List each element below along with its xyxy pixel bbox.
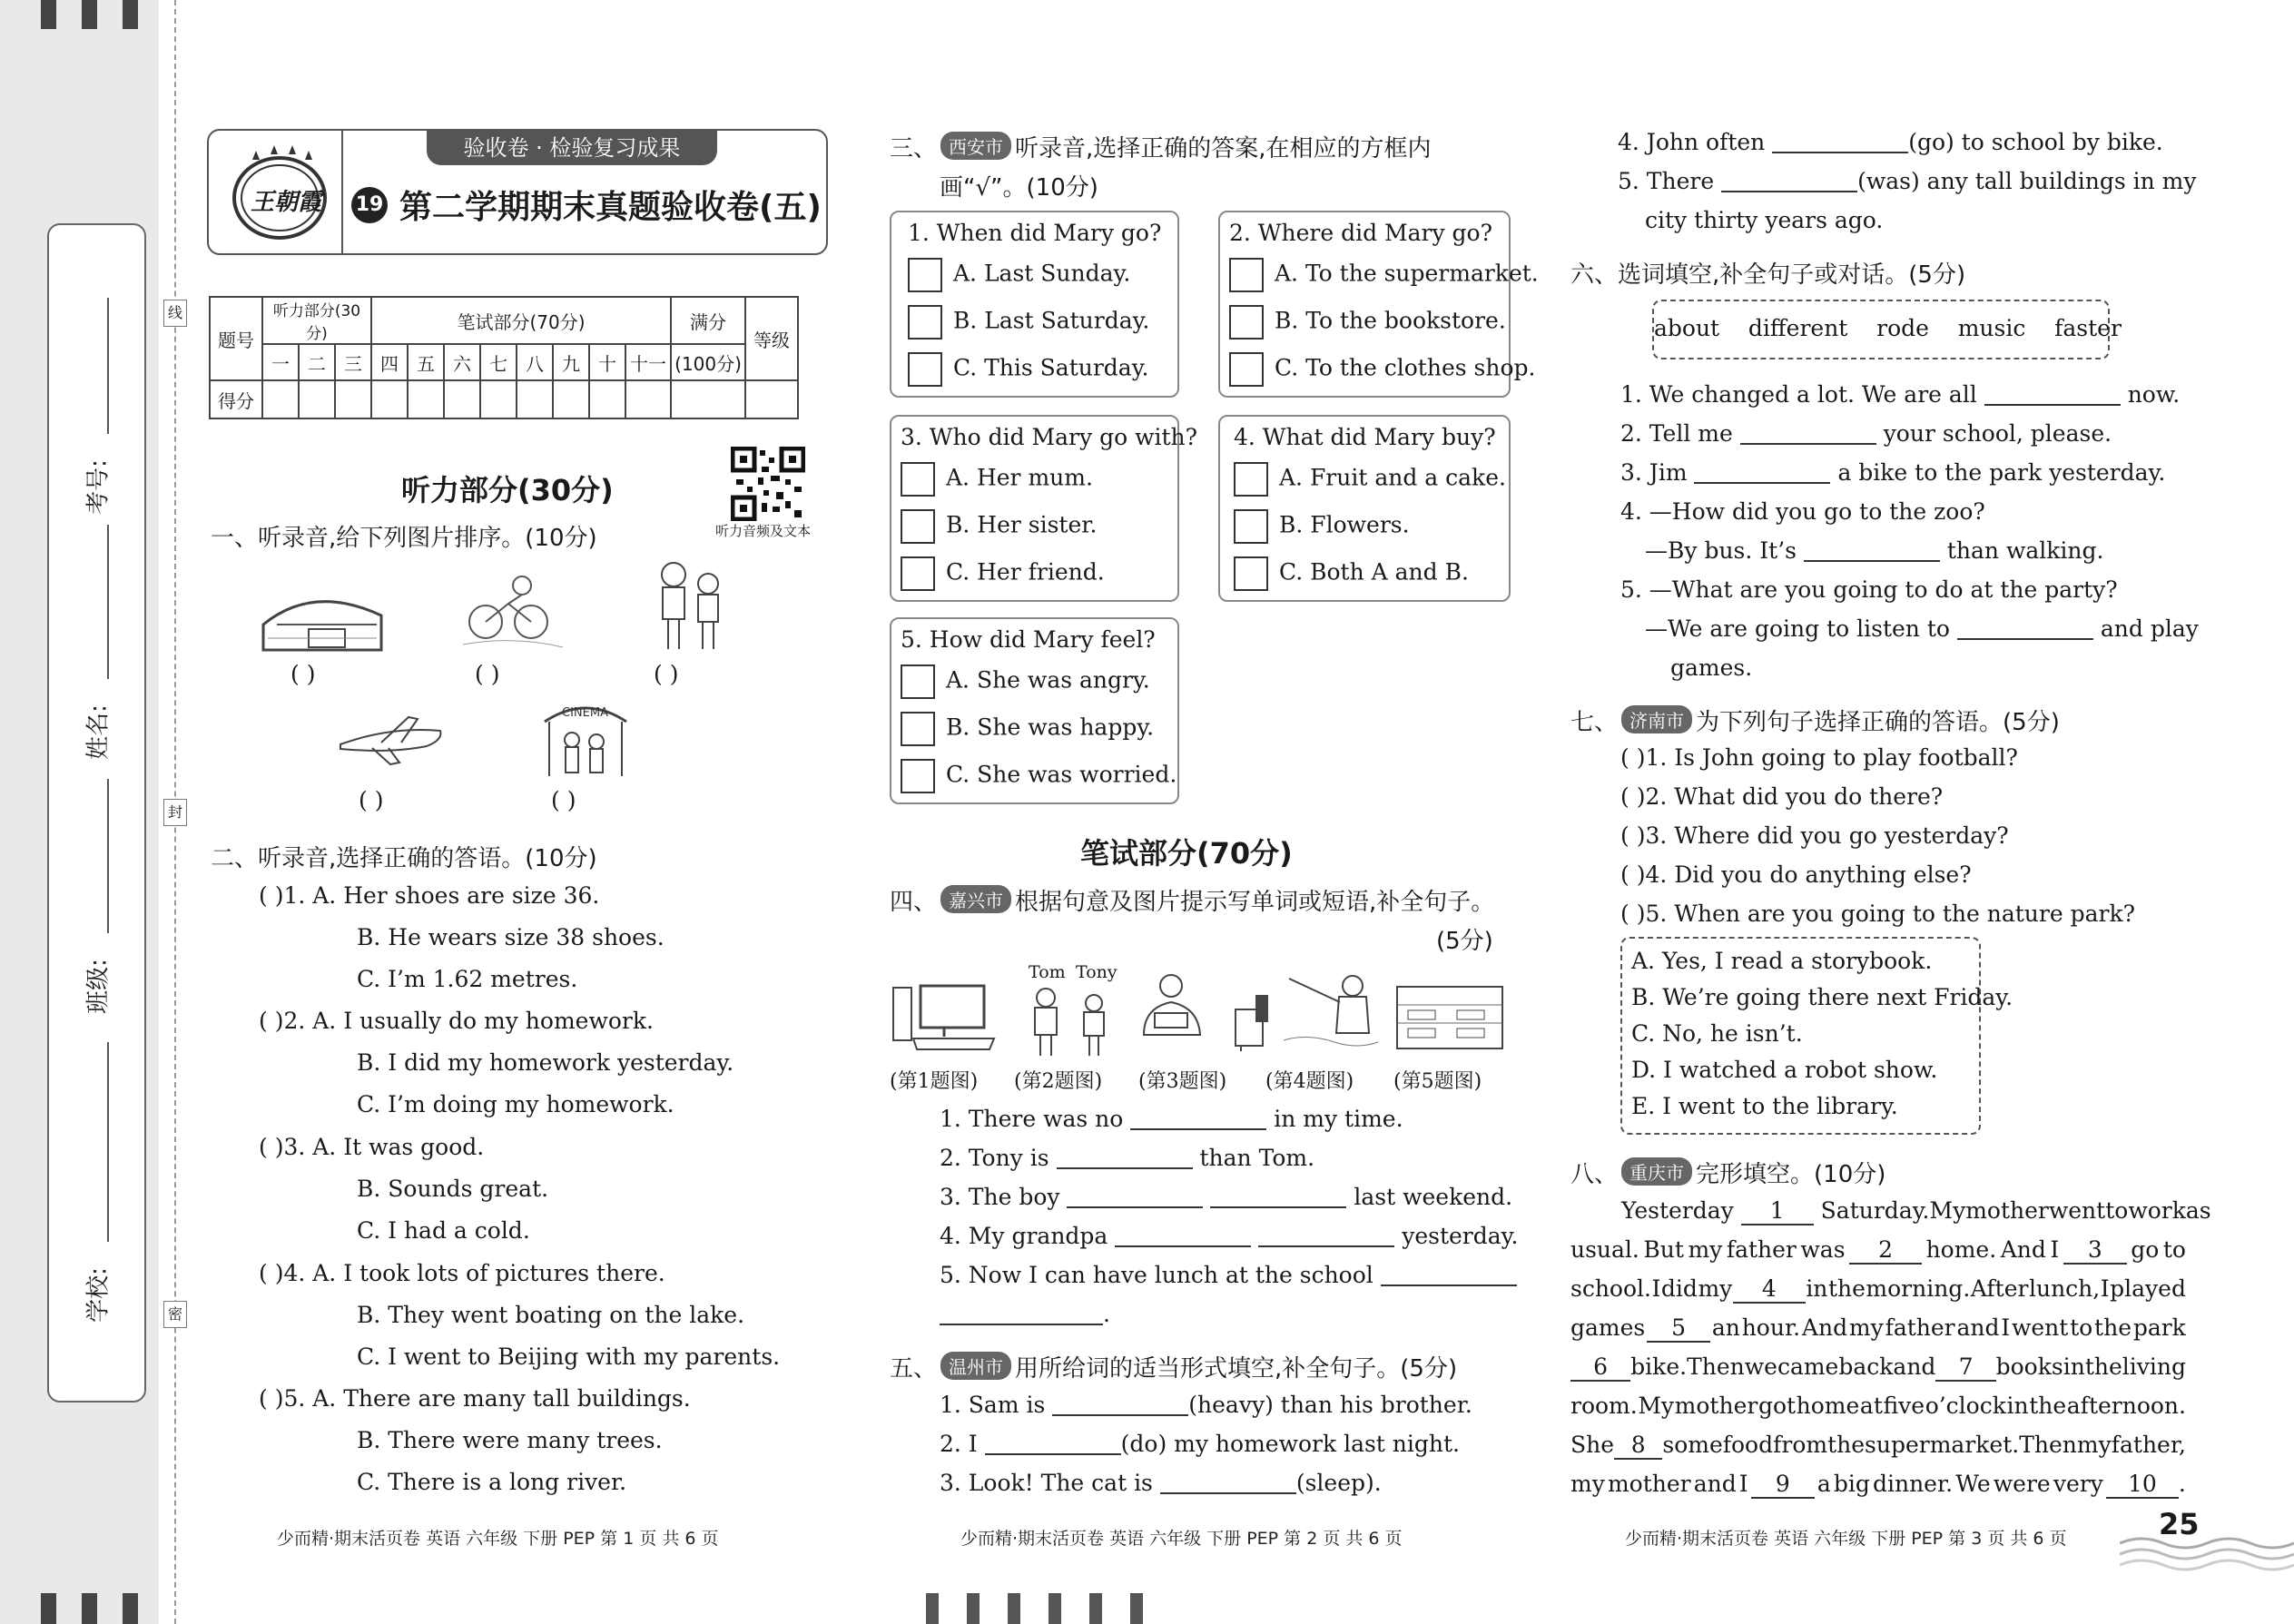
- option-row[interactable]: B. To the bookstore.: [1229, 305, 1506, 340]
- binding-mark-seal: 封: [163, 799, 187, 826]
- answer-blank[interactable]: [1381, 1263, 1517, 1286]
- cloze-blank[interactable]: 9: [1751, 1471, 1815, 1499]
- box-question: 3. Who did Mary go with?: [901, 424, 1198, 450]
- s2-question-4: ( )4. A. I took lots of pictures there.: [259, 1260, 665, 1286]
- s2-option: C. I’m 1.62 metres.: [357, 966, 578, 992]
- footer-page-1: 少而精·期末活页卷 英语 六年级 下册 PEP 第 1 页 共 6 页: [277, 1529, 719, 1549]
- logo: [225, 142, 334, 241]
- city-badge: 济南市: [1621, 705, 1692, 733]
- score-table-header: 题号: [210, 297, 262, 380]
- word-bank: [1652, 300, 2122, 359]
- box-question: 1. When did Mary go?: [908, 220, 1162, 246]
- score-cell[interactable]: [517, 380, 553, 418]
- option-row[interactable]: B. Her sister.: [901, 509, 1097, 544]
- score-cell[interactable]: [589, 380, 625, 418]
- col-10: 十: [589, 344, 625, 380]
- s6-item-2: 2. Tell me your school, please.: [1620, 420, 2112, 447]
- section4-title: 四、 嘉兴市 根据句意及图片提示写单词或短语,补全句子。: [890, 883, 1494, 917]
- name-tony: Tony: [1076, 962, 1117, 982]
- s5-item-2: 2. I (do) my homework last night.: [940, 1431, 1460, 1457]
- option-row[interactable]: C. This Saturday.: [908, 352, 1148, 387]
- registration-mark: [1049, 1593, 1061, 1624]
- s2-option: B. I did my homework yesterday.: [357, 1049, 734, 1076]
- two-boys-picture-icon: [655, 558, 728, 654]
- s4-item-4: 4. My grandpa yesterday.: [940, 1223, 1519, 1249]
- option-row[interactable]: A. She was angry.: [901, 664, 1150, 699]
- banner: 验收卷 · 检验复习成果: [427, 131, 717, 165]
- checkbox[interactable]: [901, 556, 935, 591]
- page-number: 25: [2159, 1507, 2200, 1541]
- cloze-blank[interactable]: 3: [2063, 1236, 2127, 1265]
- listening-header: 听力部分(30分): [262, 297, 371, 344]
- s2-option: B. He wears size 38 shoes.: [357, 924, 665, 950]
- phone-picture-icon: [1230, 989, 1280, 1053]
- name-label: 姓名:: [84, 704, 113, 760]
- section3-title-2: 画“√”。(10分): [940, 174, 1098, 202]
- written-header: 笔试部分(70分): [371, 297, 671, 344]
- footer-page-2: 少而精·期末活页卷 英语 六年级 下册 PEP 第 2 页 共 6 页: [960, 1529, 1403, 1549]
- answer-option: E. I went to the library.: [1631, 1093, 1898, 1119]
- section5-title: 五、 温州市 用所给词的适当形式填空,补全句子。(5分): [890, 1350, 1457, 1383]
- cloze-blank[interactable]: 10: [2106, 1471, 2179, 1499]
- col-4: 四: [371, 344, 408, 380]
- col-6: 六: [444, 344, 480, 380]
- boy-reading-icon: [1135, 971, 1212, 1044]
- picture-caption-2: (第2题图): [1014, 1070, 1103, 1093]
- logo-text: 王朝霞: [251, 189, 322, 216]
- s7-item-1[interactable]: ( )1. Is John going to play football?: [1620, 744, 2018, 771]
- checkbox[interactable]: [1234, 462, 1268, 497]
- grandpa-fishing-icon: [1280, 969, 1380, 1051]
- footer-page-3: 少而精·期末活页卷 英语 六年级 下册 PEP 第 3 页 共 6 页: [1625, 1529, 2067, 1549]
- picture-bracket[interactable]: ( ): [475, 661, 500, 687]
- s5-item-3: 3. Look! The cat is (sleep).: [940, 1470, 1382, 1496]
- s2-question-5: ( )5. A. There are many tall buildings.: [259, 1385, 691, 1412]
- checkbox[interactable]: [901, 509, 935, 544]
- checkbox[interactable]: [901, 664, 935, 699]
- picture-bracket[interactable]: ( ): [359, 787, 384, 813]
- option-row[interactable]: C. Both A and B.: [1234, 556, 1469, 591]
- registration-mark: [1089, 1593, 1102, 1624]
- s5-item-5-cont: city thirty years ago.: [1645, 207, 1884, 233]
- city-badge: 嘉兴市: [940, 885, 1011, 913]
- box-question: 4. What did Mary buy?: [1234, 424, 1496, 450]
- s6-item-4-answer: —By bus. It’s than walking.: [1645, 537, 2104, 564]
- s2-option: B. They went boating on the lake.: [357, 1302, 745, 1328]
- answer-option: A. Yes, I read a storybook.: [1631, 948, 1933, 974]
- answer-blank[interactable]: [1160, 1471, 1296, 1494]
- cloze-line-6: room. My mother got home at five o’clock in the afternoon.: [1570, 1393, 2186, 1419]
- s6-item-5: 5. —What are you going to do at the party?: [1620, 576, 2118, 603]
- city-badge: 重庆市: [1621, 1157, 1692, 1186]
- section7-title: 七、 济南市 为下列句子选择正确的答语。(5分): [1570, 704, 2060, 737]
- s2-option: C. I had a cold.: [357, 1217, 530, 1244]
- answer-blank[interactable]: [1258, 1224, 1394, 1247]
- s7-item-2[interactable]: ( )2. What did you do there?: [1620, 783, 1944, 810]
- s2-option: B. Sounds great.: [357, 1176, 549, 1202]
- school-dining-icon: [1393, 976, 1507, 1053]
- s6-item-3: 3. Jim a bike to the park yesterday.: [1620, 459, 2166, 486]
- cloze-line-5: 6 bike. Then we came back and 7 books in the living: [1570, 1353, 2186, 1382]
- answer-option: C. No, he isn’t.: [1631, 1020, 1803, 1047]
- score-cell[interactable]: [671, 380, 745, 418]
- school-line[interactable]: [107, 1042, 109, 1242]
- name-line[interactable]: [107, 525, 109, 679]
- section1-title: 一、听录音,给下列图片排序。(10分): [211, 525, 597, 552]
- score-cell[interactable]: [480, 380, 517, 418]
- checkbox[interactable]: [901, 462, 935, 497]
- registration-mark: [926, 1593, 939, 1624]
- answer-options-box: [1620, 937, 2013, 1135]
- question-box-5: [890, 617, 1179, 804]
- score-table: [209, 296, 799, 419]
- option-row[interactable]: A. Her mum.: [901, 462, 1093, 497]
- option-row[interactable]: C. She was worried.: [901, 759, 1177, 793]
- binding-mark-secret: 密: [163, 1301, 187, 1328]
- answer-blank[interactable]: [1067, 1185, 1203, 1208]
- picture-caption-3: (第3题图): [1138, 1070, 1227, 1093]
- answer-blank[interactable]: [1804, 538, 1940, 562]
- airplane-picture-icon: [336, 708, 445, 767]
- exam-number-badge: 19: [351, 187, 388, 223]
- s4-item-5-cont: .: [940, 1301, 1110, 1327]
- box-question: 5. How did Mary feel?: [901, 626, 1156, 653]
- cloze-blank[interactable]: 4: [1733, 1275, 1806, 1304]
- score-row-label: 得分: [210, 380, 262, 418]
- s2-option: C. I went to Beijing with my parents.: [357, 1343, 781, 1370]
- checkbox[interactable]: [1234, 556, 1268, 591]
- wave-decoration-icon: [2120, 1507, 2294, 1580]
- col-11: 十一: [625, 344, 671, 380]
- student-info-box: [47, 223, 146, 1403]
- written-title: 笔试部分(70分): [1080, 836, 1293, 871]
- full-header: 满分: [671, 297, 745, 344]
- stadium-picture-icon: [259, 588, 386, 652]
- s2-question-2: ( )2. A. I usually do my homework.: [259, 1008, 654, 1034]
- cloze-blank[interactable]: 8: [1614, 1432, 1662, 1460]
- checkbox[interactable]: [1229, 305, 1264, 340]
- class-line[interactable]: [107, 779, 109, 933]
- registration-mark: [1130, 1593, 1143, 1624]
- col-7: 七: [480, 344, 517, 380]
- score-cell[interactable]: [625, 380, 671, 418]
- cloze-line-4: games 5 an hour. And my father and I went to the park: [1570, 1314, 2186, 1341]
- s2-option: C. I’m doing my homework.: [357, 1091, 674, 1117]
- s5-item-4: 4. John often (go) to school by bike.: [1618, 129, 2163, 155]
- exam-number-label: 考号:: [84, 459, 113, 515]
- computer-picture-icon: [890, 982, 999, 1055]
- score-cell[interactable]: [408, 380, 444, 418]
- exam-title: 第二学期期末真题验收卷(五): [399, 189, 822, 226]
- col-2: 二: [299, 344, 335, 380]
- checkbox[interactable]: [908, 258, 942, 292]
- s7-item-4[interactable]: ( )4. Did you do anything else?: [1620, 861, 1972, 888]
- col-3: 三: [335, 344, 371, 380]
- checkbox[interactable]: [1234, 509, 1268, 544]
- question-box-2: [1218, 211, 1539, 398]
- city-badge: 西安市: [940, 132, 1011, 160]
- question-box-1: [890, 211, 1179, 398]
- binding-mark-line: 线: [163, 300, 187, 327]
- option-row[interactable]: A. Fruit and a cake.: [1234, 462, 1506, 497]
- option-row[interactable]: C. Her friend.: [901, 556, 1105, 591]
- cloze-blank[interactable]: 2: [1849, 1236, 1922, 1265]
- col-5: 五: [408, 344, 444, 380]
- answer-blank[interactable]: [1052, 1393, 1188, 1416]
- svg-text:CINEMA: CINEMA: [562, 706, 608, 720]
- s6-item-5-answer: —We are going to listen to and play: [1645, 615, 2199, 642]
- answer-blank[interactable]: [1740, 421, 1876, 445]
- answer-blank[interactable]: [1210, 1185, 1346, 1208]
- name-tom: Tom: [1029, 962, 1066, 982]
- s7-item-5[interactable]: ( )5. When are you going to the nature park?: [1620, 901, 2136, 927]
- answer-blank[interactable]: [1115, 1224, 1251, 1247]
- s6-item-5-cont: games.: [1670, 655, 1753, 681]
- two-boys-height-icon: [1026, 985, 1117, 1058]
- full-value: (100分): [671, 344, 745, 380]
- answer-blank[interactable]: [1984, 382, 2121, 406]
- answer-blank[interactable]: [1957, 616, 2093, 640]
- option-row[interactable]: B. Last Saturday.: [908, 305, 1149, 340]
- section4-score: (5分): [1436, 928, 1493, 955]
- listening-title: 听力部分(30分): [401, 473, 614, 507]
- option-row[interactable]: B. Flowers.: [1234, 509, 1410, 544]
- qr-caption: 听力音频及文本: [715, 523, 812, 539]
- checkbox[interactable]: [1229, 352, 1264, 387]
- cloze-line-1: Yesterday 1 Saturday. My mother went to work as: [1621, 1197, 2211, 1224]
- answer-blank[interactable]: [1772, 130, 1908, 153]
- cycling-picture-icon: [458, 567, 567, 654]
- checkbox[interactable]: [1229, 258, 1264, 292]
- answer-blank[interactable]: [985, 1432, 1121, 1455]
- section3-title: 三、 西安市 听录音,选择正确的答案,在相应的方框内: [890, 130, 1432, 163]
- registration-mark: [1008, 1593, 1020, 1624]
- section8-title: 八、 重庆市 完形填空。(10分): [1570, 1156, 1885, 1189]
- picture-bracket[interactable]: ( ): [551, 787, 576, 813]
- checkbox[interactable]: [908, 305, 942, 340]
- checkbox[interactable]: [908, 352, 942, 387]
- option-row[interactable]: B. She was happy.: [901, 712, 1154, 746]
- score-cell[interactable]: [262, 380, 299, 418]
- s5-item-5: 5. There (was) any tall buildings in my: [1618, 168, 2197, 194]
- cloze-line-2: usual. But my father was 2 home. And I 3 go to: [1570, 1236, 2186, 1263]
- checkbox[interactable]: [901, 712, 935, 746]
- question-box-4: [1218, 415, 1511, 602]
- exam-number-line[interactable]: [107, 298, 109, 434]
- section2-title: 二、听录音,选择正确的答语。(10分): [211, 845, 597, 872]
- question-box-3: [890, 415, 1198, 602]
- class-label: 班级:: [84, 959, 113, 1014]
- answer-blank[interactable]: [940, 1302, 1103, 1325]
- grade-header: 等级: [745, 297, 798, 380]
- score-cell[interactable]: [335, 380, 371, 418]
- word-bank-words: about different rode music faster: [1654, 315, 2122, 341]
- col-1: 一: [262, 344, 299, 380]
- qr-code-icon[interactable]: [731, 447, 805, 521]
- s4-item-3: 3. The boy last weekend.: [940, 1184, 1513, 1210]
- cloze-line-3: school. I did my 4 in the morning. After lunch, I played: [1570, 1275, 2186, 1302]
- s6-item-4: 4. —How did you go to the zoo?: [1620, 498, 1985, 525]
- exam-header: [207, 129, 828, 255]
- cloze-line-8: my mother and I 9 a big dinner. We were very 10 .: [1570, 1471, 2186, 1497]
- cloze-blank[interactable]: 7: [1935, 1353, 1995, 1382]
- score-cell[interactable]: [745, 380, 798, 418]
- picture-bracket[interactable]: ( ): [654, 661, 679, 687]
- score-cell[interactable]: [553, 380, 589, 418]
- col-9: 九: [553, 344, 589, 380]
- answer-option: B. We’re going there next Friday.: [1631, 984, 2013, 1010]
- option-row[interactable]: A. To the supermarket.: [1229, 258, 1539, 292]
- s2-question-3: ( )3. A. It was good.: [259, 1134, 485, 1160]
- cinema-picture-icon: [531, 694, 640, 781]
- col-8: 八: [517, 344, 553, 380]
- checkbox[interactable]: [901, 759, 935, 793]
- option-row[interactable]: A. Last Sunday.: [908, 258, 1130, 292]
- answer-blank[interactable]: [1130, 1107, 1266, 1130]
- score-cell[interactable]: [444, 380, 480, 418]
- cloze-line-7: She 8 some food from the supermarket. Then my father,: [1570, 1432, 2186, 1458]
- cloze-blank[interactable]: 1: [1741, 1197, 1814, 1225]
- answer-option: D. I watched a robot show.: [1631, 1057, 1938, 1083]
- s2-option: B. There were many trees.: [357, 1427, 663, 1453]
- s4-item-2: 2. Tony is than Tom.: [940, 1145, 1315, 1171]
- s2-question-1: ( )1. A. Her shoes are size 36.: [259, 882, 600, 909]
- answer-blank[interactable]: [1721, 169, 1857, 192]
- box-question: 2. Where did Mary go?: [1229, 220, 1493, 246]
- s4-item-5: 5. Now I can have lunch at the school: [940, 1262, 1517, 1288]
- picture-caption-4: (第4题图): [1265, 1070, 1354, 1093]
- section6-title: 六、选词填空,补全句子或对话。(5分): [1570, 261, 1966, 289]
- s6-item-1: 1. We changed a lot. We are all now.: [1620, 381, 2181, 408]
- s4-item-1: 1. There was no in my time.: [940, 1106, 1403, 1132]
- city-badge: 温州市: [940, 1352, 1011, 1380]
- option-row[interactable]: C. To the clothes shop.: [1229, 352, 1535, 387]
- picture-bracket[interactable]: ( ): [290, 661, 316, 687]
- registration-mark: [967, 1593, 980, 1624]
- cloze-blank[interactable]: 6: [1570, 1353, 1630, 1382]
- answer-blank[interactable]: [1057, 1146, 1193, 1169]
- cloze-blank[interactable]: 5: [1647, 1314, 1710, 1343]
- answer-blank[interactable]: [1694, 460, 1830, 484]
- school-label: 学校:: [84, 1267, 113, 1323]
- s7-item-3[interactable]: ( )3. Where did you go yesterday?: [1620, 822, 2009, 849]
- score-cell[interactable]: [299, 380, 335, 418]
- picture-caption-5: (第5题图): [1393, 1070, 1482, 1093]
- picture-caption-1: (第1题图): [890, 1070, 979, 1093]
- score-cell[interactable]: [371, 380, 408, 418]
- s2-option: C. There is a long river.: [357, 1469, 627, 1495]
- s5-item-1: 1. Sam is (heavy) than his brother.: [940, 1392, 1472, 1418]
